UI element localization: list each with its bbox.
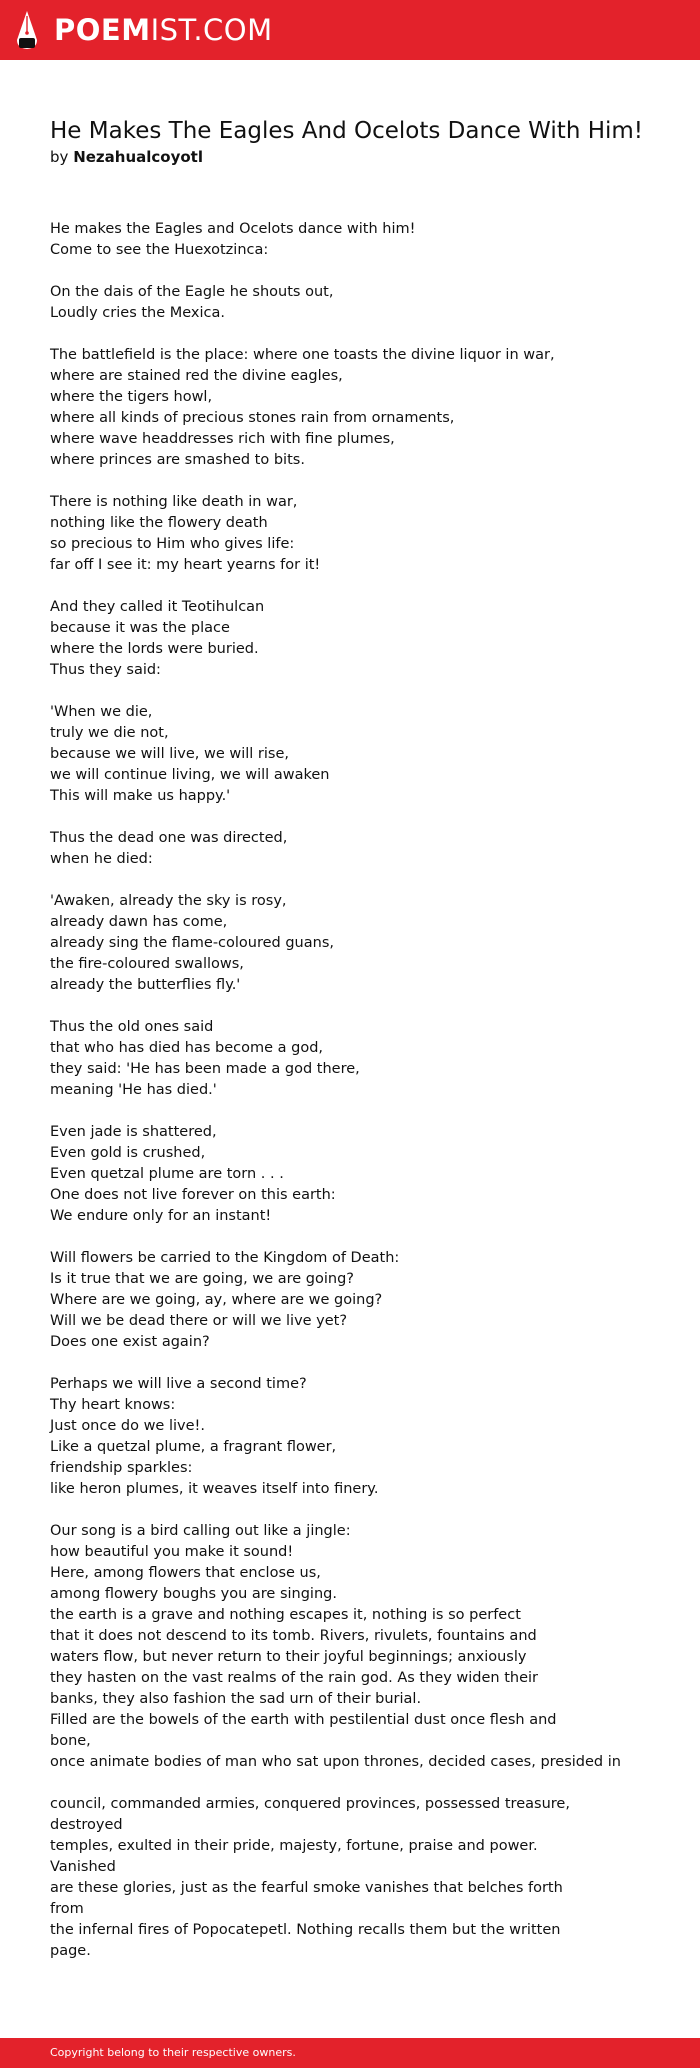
- poem-line: This will make us happy.': [50, 788, 231, 804]
- poem-line: Even gold is crushed,: [50, 1145, 206, 1161]
- poem-line: so precious to Him who gives life:: [50, 536, 295, 552]
- poem-line: they said: 'He has been made a god there,: [50, 1061, 360, 1077]
- poem-line: where the tigers howl,: [50, 389, 213, 405]
- site-footer: [0, 2038, 700, 2068]
- poem-line: once animate bodies of man who sat upon thrones, decided cases, presided in: [50, 1754, 621, 1770]
- poem-line: among flowery boughs you are singing.: [50, 1586, 337, 1602]
- poem-line: where the lords were buried.: [50, 641, 259, 657]
- poem-line: where are stained red the divine eagles,: [50, 368, 343, 384]
- poem-stanza: [50, 597, 610, 681]
- poem-line: bone,: [50, 1733, 91, 1749]
- poem-line: page.: [50, 1943, 91, 1959]
- poem-line: meaning 'He has died.': [50, 1082, 217, 1098]
- pen-nib-icon: [16, 10, 38, 50]
- poem-line: like heron plumes, it weaves itself into finery.: [50, 1481, 379, 1497]
- poem-line: On the dais of the Eagle he shouts out,: [50, 284, 334, 300]
- poem-line: Vanished: [50, 1859, 116, 1875]
- poem-line: [50, 1773, 610, 1794]
- poem-line: council, commanded armies, conquered provinces, possessed treasure,: [50, 1796, 570, 1812]
- author-name[interactable]: Nezahualcoyotl: [73, 148, 203, 166]
- poem-stanza: [50, 702, 610, 807]
- poem-line: Thus they said:: [50, 662, 161, 678]
- poem-stanza: [50, 1017, 610, 1101]
- poem-line: The battlefield is the place: where one toasts the divine liquor in war,: [50, 347, 555, 363]
- logo-text-bold: POEM: [54, 13, 151, 47]
- poem-line: already dawn has come,: [50, 914, 228, 930]
- by-label: by: [50, 148, 69, 166]
- poem-line: are these glories, just as the fearful smoke vanishes that belches forth: [50, 1880, 563, 1896]
- poem-line: already sing the flame-coloured guans,: [50, 935, 334, 951]
- poem-line: Perhaps we will live a second time?: [50, 1376, 307, 1392]
- poem-line: that it does not descend to its tomb. Rivers, rivulets, fountains and: [50, 1628, 537, 1644]
- site-logo[interactable]: [16, 10, 273, 50]
- poem-line: Here, among flowers that enclose us,: [50, 1565, 321, 1581]
- poem-line: where wave headdresses rich with fine plumes,: [50, 431, 395, 447]
- poem-line: Just once do we live!.: [50, 1418, 205, 1434]
- poem-line: truly we die not,: [50, 725, 169, 741]
- poem-line: the infernal fires of Popocatepetl. Nothing recalls them but the written: [50, 1922, 561, 1938]
- poem-line: Loudly cries the Mexica.: [50, 305, 226, 321]
- poem-line: Is it true that we are going, we are going?: [50, 1271, 354, 1287]
- poem-stanza: [50, 1122, 610, 1227]
- poem-line: already the butterflies fly.': [50, 977, 241, 993]
- copyright-notice: Copyright belong to their respective owners.: [50, 2046, 296, 2059]
- poem-line: Filled are the bowels of the earth with pestilential dust once flesh and: [50, 1712, 557, 1728]
- poem-title: He Makes The Eagles And Ocelots Dance With Him!: [50, 118, 644, 144]
- poem-line: because it was the place: [50, 620, 230, 636]
- poem-line: banks, they also fashion the sad urn of their burial.: [50, 1691, 422, 1707]
- poem-line: 'When we die,: [50, 704, 153, 720]
- poem-line: that who has died has become a god,: [50, 1040, 324, 1056]
- poem-line: how beautiful you make it sound!: [50, 1544, 294, 1560]
- poem-line: Even quetzal plume are torn . . .: [50, 1166, 284, 1182]
- poem-line: friendship sparkles:: [50, 1460, 193, 1476]
- poem-line: Will we be dead there or will we live yet?: [50, 1313, 348, 1329]
- poem-line: Our song is a bird calling out like a jingle:: [50, 1523, 351, 1539]
- poem-line: they hasten on the vast realms of the rain god. As they widen their: [50, 1670, 539, 1686]
- logo-text: [54, 10, 273, 50]
- poem-line: the fire-coloured swallows,: [50, 956, 244, 972]
- poem-line: from: [50, 1901, 84, 1917]
- poem-stanza: [50, 1521, 621, 1962]
- poem-stanza: [50, 345, 610, 471]
- site-header: [0, 0, 700, 60]
- poem-line: the earth is a grave and nothing escapes it, nothing is so perfect: [50, 1607, 521, 1623]
- poem-line: Thy heart knows:: [50, 1397, 176, 1413]
- poem-line: when he died:: [50, 851, 153, 867]
- poem-line: 'Awaken, already the sky is rosy,: [50, 893, 287, 909]
- poem-line: And they called it Teotihulcan: [50, 599, 265, 615]
- poem-line: Where are we going, ay, where are we going?: [50, 1292, 383, 1308]
- poem-line: Thus the old ones said: [50, 1019, 214, 1035]
- poem-line: Does one exist again?: [50, 1334, 210, 1350]
- poem-line: temples, exulted in their pride, majesty, fortune, praise and power.: [50, 1838, 538, 1854]
- poem-line: far off I see it: my heart yearns for it!: [50, 557, 321, 573]
- poem-line: We endure only for an instant!: [50, 1208, 272, 1224]
- poem-line: waters flow, but never return to their joyful beginnings; anxiously: [50, 1649, 527, 1665]
- poem-line: Thus the dead one was directed,: [50, 830, 288, 846]
- poem-line: we will continue living, we will awaken: [50, 767, 330, 783]
- poem-stanza: [50, 1248, 610, 1353]
- poem-line: There is nothing like death in war,: [50, 494, 298, 510]
- poem-line: nothing like the flowery death: [50, 515, 268, 531]
- poem-line: destroyed: [50, 1817, 123, 1833]
- poem-stanza: [50, 828, 610, 870]
- poem-line: where all kinds of precious stones rain from ornaments,: [50, 410, 455, 426]
- logo-text-light: IST.COM: [150, 13, 273, 47]
- poem-stanza: [50, 282, 610, 324]
- poem-stanza: [50, 1374, 610, 1500]
- poem-line: because we will live, we will rise,: [50, 746, 289, 762]
- poem-line: One does not live forever on this earth:: [50, 1187, 336, 1203]
- poem-line: where princes are smashed to bits.: [50, 452, 305, 468]
- poem-line: Will flowers be carried to the Kingdom of Death:: [50, 1250, 400, 1266]
- poem-line: Come to see the Huexotzinca:: [50, 242, 269, 258]
- poem-line: Even jade is shattered,: [50, 1124, 217, 1140]
- poem-stanza: [50, 219, 610, 261]
- poem-stanza: [50, 891, 610, 996]
- poem-body: [50, 219, 621, 1983]
- poem-line: He makes the Eagles and Ocelots dance with him!: [50, 221, 416, 237]
- poem-byline: [50, 146, 203, 168]
- poem-stanza: [50, 492, 610, 576]
- poem-line: Like a quetzal plume, a fragrant flower,: [50, 1439, 337, 1455]
